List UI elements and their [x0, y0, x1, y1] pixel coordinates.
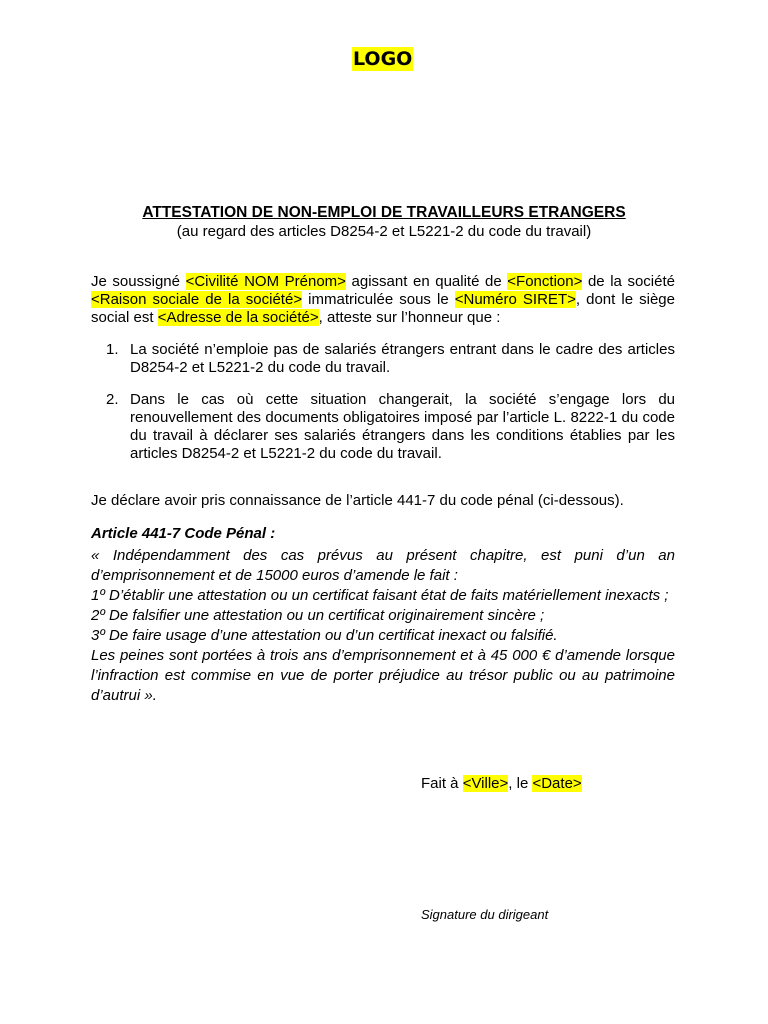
article-title: Article 441-7 Code Pénal :: [91, 525, 276, 542]
list-item: [91, 341, 675, 377]
logo-placeholder: LOGO: [353, 48, 413, 70]
signature-label: Signature du dirigeant: [421, 907, 549, 922]
date-placeholder: <Date>: [532, 775, 582, 792]
article-line: 2º De falsifier une attestation ou un certificat originairement sincère ;: [91, 607, 545, 624]
article-body: [91, 546, 675, 706]
siret-placeholder: <Numéro SIRET>: [454, 291, 576, 308]
intro-text-4: immatriculée sous le: [302, 291, 455, 308]
fonction-placeholder: <Fonction>: [507, 273, 583, 290]
fait-text-2: , le: [508, 775, 533, 792]
intro-text-5: , dont le siège social est: [91, 291, 675, 326]
list-item-text: La société n’emploie pas de salariés étrangers entrant dans le cadre des articles D8254-2 et L5221-2 du code du travail.: [130, 341, 675, 376]
article-line: Les peines sont portées à trois ans d’emprisonnement et à 45 000 € d’amende lorsque l’infraction est commise en vue de porter préjudice au trésor public ou au patrimoine d’autrui ».: [91, 647, 675, 704]
list-item-number: 2.: [106, 391, 119, 408]
intro-text-3: de la société: [582, 273, 675, 290]
intro-text-6: , atteste sur l’honneur que :: [318, 309, 501, 326]
adresse-placeholder: <Adresse de la société>: [157, 309, 319, 326]
declaration-text: Je déclare avoir pris connaissance de l’article 441-7 du code pénal (ci-dessous).: [91, 492, 624, 509]
intro-paragraph: [91, 273, 675, 327]
article-line: « Indépendamment des cas prévus au présent chapitre, est puni d’un an d’emprisonnement et de 15000 euros d’amende le fait :: [91, 547, 675, 584]
list-item: [91, 391, 675, 463]
fait-text-1: Fait à: [421, 775, 463, 792]
intro-text-2: agissant en qualité de: [345, 273, 508, 290]
intro-text-1: Je soussigné: [91, 273, 186, 290]
place-date-line: [421, 775, 582, 793]
ville-placeholder: <Ville>: [462, 775, 509, 792]
commitments-list: [91, 341, 675, 463]
list-item-number: 1.: [106, 341, 119, 358]
raison-sociale-placeholder: <Raison sociale de la société>: [91, 291, 303, 308]
civilite-placeholder: <Civilité NOM Prénom>: [185, 273, 346, 290]
list-item-text: Dans le cas où cette situation changerait, la société s’engage lors du renouvellement des documents obligatoires imposé par l’article L. 8222-1 du code du travail à déclarer ses salariés étrangers dans les conditions établies par les articles D8254-2 et L5221-2 du code du travail.: [130, 391, 675, 462]
article-line: 1º D’établir une attestation ou un certificat faisant état de faits matériellement inexacts ;: [91, 587, 669, 604]
document-title: ATTESTATION DE NON-EMPLOI DE TRAVAILLEURS ETRANGERS: [142, 204, 626, 221]
article-line: 3º De faire usage d’une attestation ou d’un certificat inexact ou falsifié.: [91, 627, 558, 644]
document-subtitle: (au regard des articles D8254-2 et L5221-2 du code du travail): [176, 223, 592, 240]
